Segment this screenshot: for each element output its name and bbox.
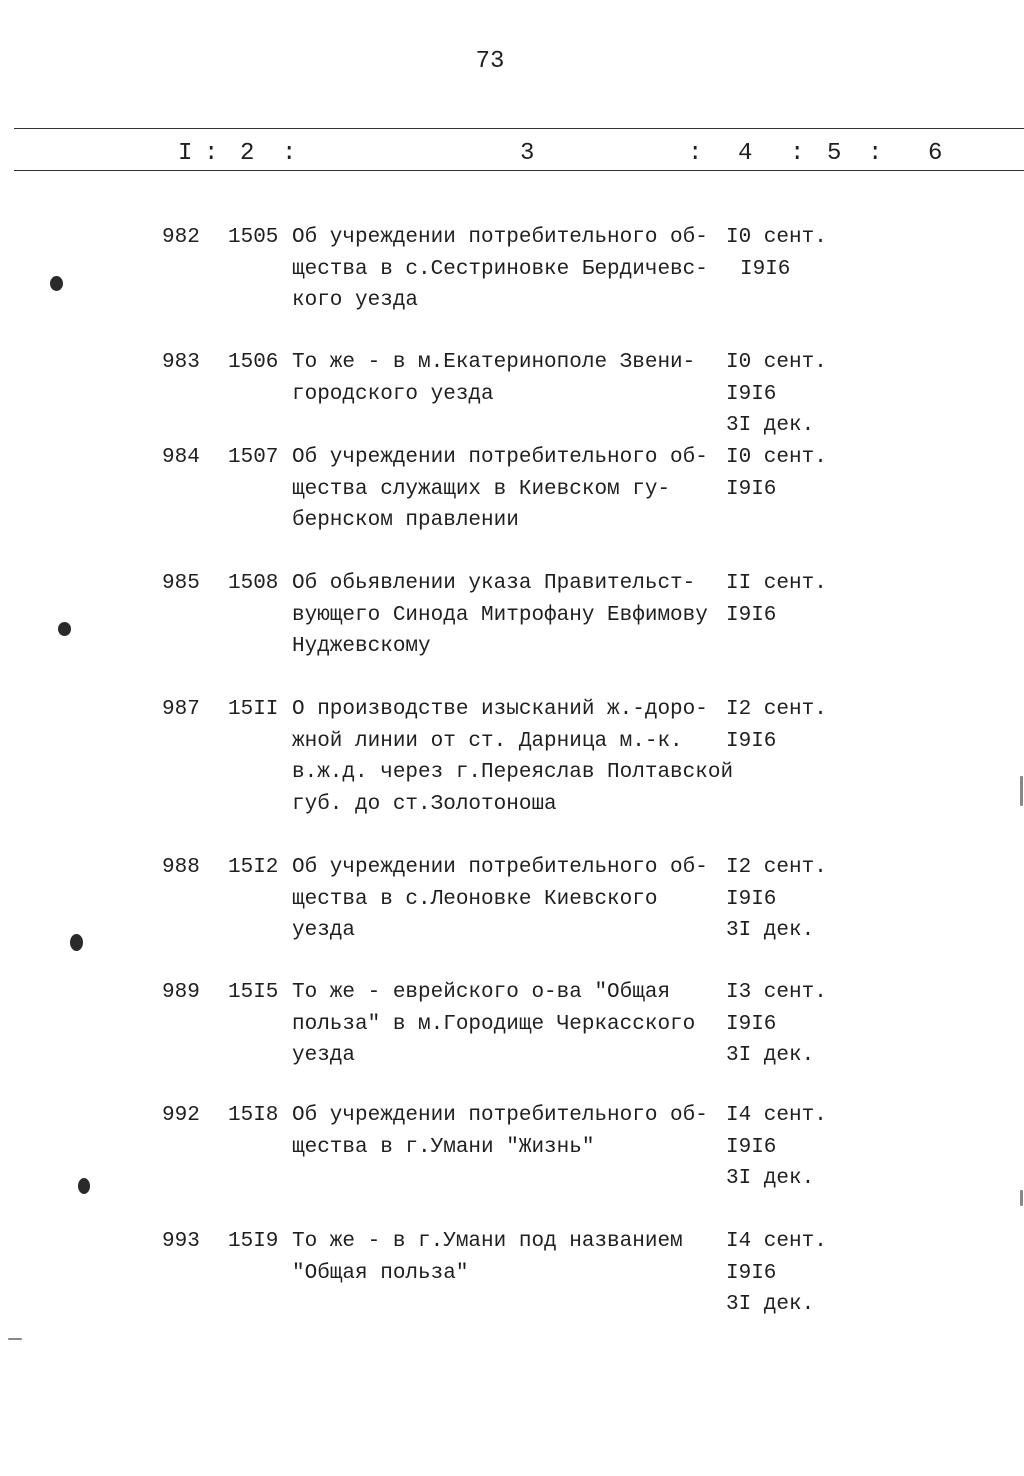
file-number: 1508 [228, 572, 279, 595]
title-line: городского уезда [292, 382, 494, 406]
date-end: 3I дек. [726, 919, 815, 942]
record-number: 989 [162, 981, 200, 1004]
date-start: I0 сент. [726, 446, 827, 469]
title-line: губ. до ст.Золотоноша [292, 792, 557, 816]
date-end: 3I дек. [726, 1044, 815, 1067]
punch-hole-mark [50, 276, 63, 291]
punch-hole-mark [70, 934, 83, 951]
column-header-4: 4 [738, 140, 753, 167]
column-header-3: 3 [520, 140, 535, 167]
page-number: 73 [475, 48, 505, 75]
file-number: 1507 [228, 446, 279, 469]
date-start: I4 сент. [726, 1104, 827, 1127]
title-line: щества служащих в Киевском гу- [292, 477, 671, 501]
date-year: I9I6 [740, 257, 791, 281]
title-line: То же - в г.Умани под названием [292, 1230, 683, 1253]
record-number: 993 [162, 1230, 200, 1253]
column-header-2: 2 [240, 140, 255, 167]
record-number: 984 [162, 446, 200, 469]
title-line: уезда [292, 1044, 356, 1067]
header-bottom-rule [14, 170, 1024, 171]
date-end: 3I дек. [726, 1167, 815, 1190]
date-year: I9I6 [726, 603, 777, 627]
title-line: в.ж.д. через г.Переяслав Полтавской [292, 761, 734, 784]
date-year: I9I6 [726, 1135, 777, 1159]
date-year: I9I6 [726, 477, 777, 501]
title-line: Об учреждении потребительного об- [292, 1104, 708, 1127]
column-separator: : [688, 140, 703, 167]
date-start: I3 сент. [726, 981, 827, 1004]
column-separator: : [868, 140, 883, 167]
title-line: жной линии от ст. Дарница м.-к. [292, 729, 683, 753]
date-start: I2 сент. [726, 698, 827, 721]
file-number: 1505 [228, 226, 279, 249]
column-header-1: I [178, 140, 193, 167]
title-line: "Общая польза" [292, 1261, 469, 1285]
date-start: I0 сент. [726, 226, 827, 249]
scan-speck [8, 1338, 22, 1340]
record-number: 983 [162, 351, 200, 374]
title-line: Об учреждении потребительного об- [292, 446, 708, 469]
title-line: вующего Синода Митрофану Евфимову [292, 603, 708, 627]
date-end: 3I дек. [726, 414, 815, 437]
date-year: I9I6 [726, 887, 777, 911]
title-line: бернском правлении [292, 509, 519, 532]
title-line: щества в с.Леоновке Киевского [292, 887, 658, 911]
title-line: То же - в м.Екатеринополе Звени- [292, 351, 696, 374]
date-year: I9I6 [726, 382, 777, 406]
column-separator: : [790, 140, 805, 167]
punch-hole-mark [78, 1178, 90, 1194]
record-number: 985 [162, 572, 200, 595]
file-number: 15II [228, 698, 279, 721]
date-year: I9I6 [726, 729, 777, 753]
title-line: То же - еврейского о-ва "Общая [292, 981, 671, 1004]
title-line: Об обьявлении указа Правительст- [292, 572, 696, 595]
record-number: 988 [162, 856, 200, 879]
title-line: уезда [292, 919, 356, 942]
file-number: 15I5 [228, 981, 279, 1004]
column-header-6: 6 [928, 140, 943, 167]
scan-speck [1020, 1190, 1023, 1206]
title-line: щества в с.Сестриновке Бердичевс- [292, 257, 708, 281]
file-number: 15I8 [228, 1104, 279, 1127]
column-separator: : [282, 140, 297, 167]
date-start: I0 сент. [726, 351, 827, 374]
file-number: 15I2 [228, 856, 279, 879]
file-number: 1506 [228, 351, 279, 374]
date-year: I9I6 [726, 1012, 777, 1036]
header-top-rule [14, 128, 1024, 129]
scan-speck [1020, 776, 1023, 806]
column-separator: : [204, 140, 219, 167]
file-number: 15I9 [228, 1230, 279, 1253]
title-line: польза" в м.Городище Черкасского [292, 1012, 696, 1036]
title-line: Об учреждении потребительного об- [292, 856, 708, 879]
title-line: кого уезда [292, 289, 419, 312]
date-year: I9I6 [726, 1261, 777, 1285]
title-line: Об учреждении потребительного об- [292, 226, 708, 249]
record-number: 982 [162, 226, 200, 249]
date-start: I2 сент. [726, 856, 827, 879]
title-line: щества в г.Умани "Жизнь" [292, 1135, 595, 1159]
date-start: I4 сент. [726, 1230, 827, 1253]
record-number: 987 [162, 698, 200, 721]
title-line: О производстве изысканий ж.-доро- [292, 698, 708, 721]
title-line: Нуджевскому [292, 635, 431, 658]
date-start: II сент. [726, 572, 827, 595]
punch-hole-mark [58, 622, 71, 636]
column-header-5: 5 [827, 140, 842, 167]
date-end: 3I дек. [726, 1293, 815, 1316]
record-number: 992 [162, 1104, 200, 1127]
